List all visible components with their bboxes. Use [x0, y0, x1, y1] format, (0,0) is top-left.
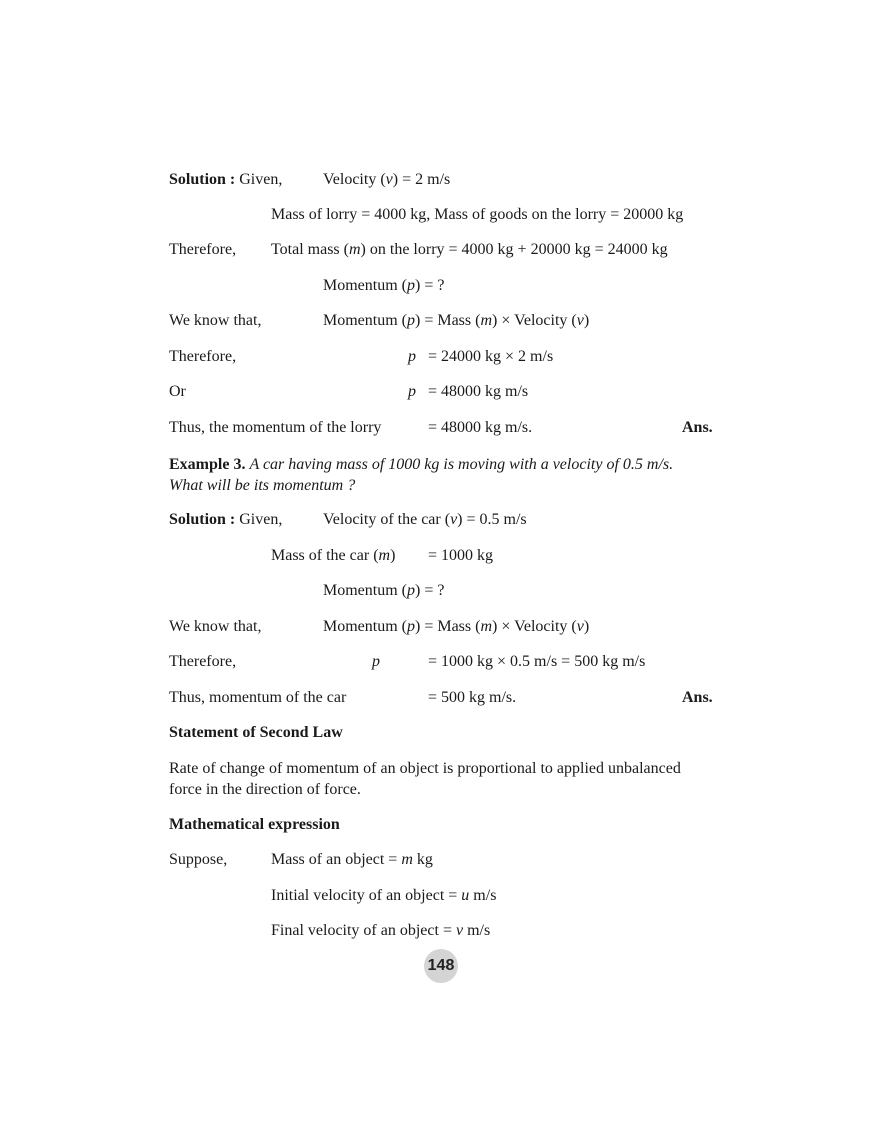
p-symbol: p — [408, 348, 416, 365]
thus-lorry: Thus, the momentum of the lorry — [169, 419, 382, 436]
example-question-2: What will be its momentum ? — [169, 477, 356, 494]
ans-label: Ans. — [682, 419, 713, 436]
second-law-text: Rate of change of momentum of an object is proportional to applied unbalanced force in the direction of force. — [169, 760, 681, 798]
car-velocity: Velocity of the car (v) = 0.5 m/s — [323, 511, 527, 528]
result-lorry: = 48000 kg m/s. — [428, 419, 533, 436]
p-symbol-3: p — [372, 653, 380, 670]
solution-label: Solution : — [169, 171, 236, 188]
given-text: Given, — [239, 171, 283, 188]
page-number: 148 — [424, 949, 458, 983]
we-know-label-2: We know that, — [169, 618, 262, 635]
ans-label-2: Ans. — [682, 689, 713, 706]
thus-car: Thus, momentum of the car — [169, 689, 347, 706]
calc-line-2: = 48000 kg m/s — [428, 383, 529, 400]
or-label: Or — [169, 383, 186, 400]
mass-object: Mass of an object = m kg — [271, 851, 433, 868]
solution-label-line-2: Solution : Given, — [169, 511, 283, 528]
final-velocity: Final velocity of an object = v m/s — [271, 922, 491, 939]
math-expression-heading: Mathematical expression — [169, 816, 340, 833]
second-law-heading: Statement of Second Law — [169, 724, 343, 741]
example-3 — [169, 454, 729, 496]
momentum-question: Momentum (p) = ? — [323, 277, 445, 294]
velocity-given: Velocity (v) = 2 m/s — [323, 171, 451, 188]
suppose-label: Suppose, — [169, 851, 228, 868]
momentum-question-2: Momentum (p) = ? — [323, 582, 445, 599]
initial-velocity: Initial velocity of an object = u m/s — [271, 887, 497, 904]
total-mass-line: Total mass (m) on the lorry = 4000 kg + 20000 kg = 24000 kg — [271, 241, 668, 258]
momentum-formula: Momentum (p) = Mass (m) × Velocity (v) — [323, 312, 590, 329]
therefore-label-2: Therefore, — [169, 348, 237, 365]
solution-label-line — [169, 170, 282, 190]
example-question-1: A car having mass of 1000 kg is moving with a velocity of 0.5 m/s. — [249, 456, 674, 473]
example-label: Example 3. — [169, 456, 246, 473]
therefore-label: Therefore, — [169, 241, 237, 258]
momentum-formula-2: Momentum (p) = Mass (m) × Velocity (v) — [323, 618, 590, 635]
result-car: = 500 kg m/s. — [428, 689, 517, 706]
car-mass-value: = 1000 kg — [428, 547, 494, 564]
we-know-label: We know that, — [169, 312, 262, 329]
mass-lorry-line: Mass of lorry = 4000 kg, Mass of goods on the lorry = 20000 kg — [271, 206, 684, 223]
therefore-label-3: Therefore, — [169, 653, 237, 670]
calc-line-1: = 24000 kg × 2 m/s — [428, 348, 554, 365]
p-symbol-2: p — [408, 383, 416, 400]
car-mass: Mass of the car (m) — [271, 547, 396, 564]
car-calc: = 1000 kg × 0.5 m/s = 500 kg m/s — [428, 653, 646, 670]
